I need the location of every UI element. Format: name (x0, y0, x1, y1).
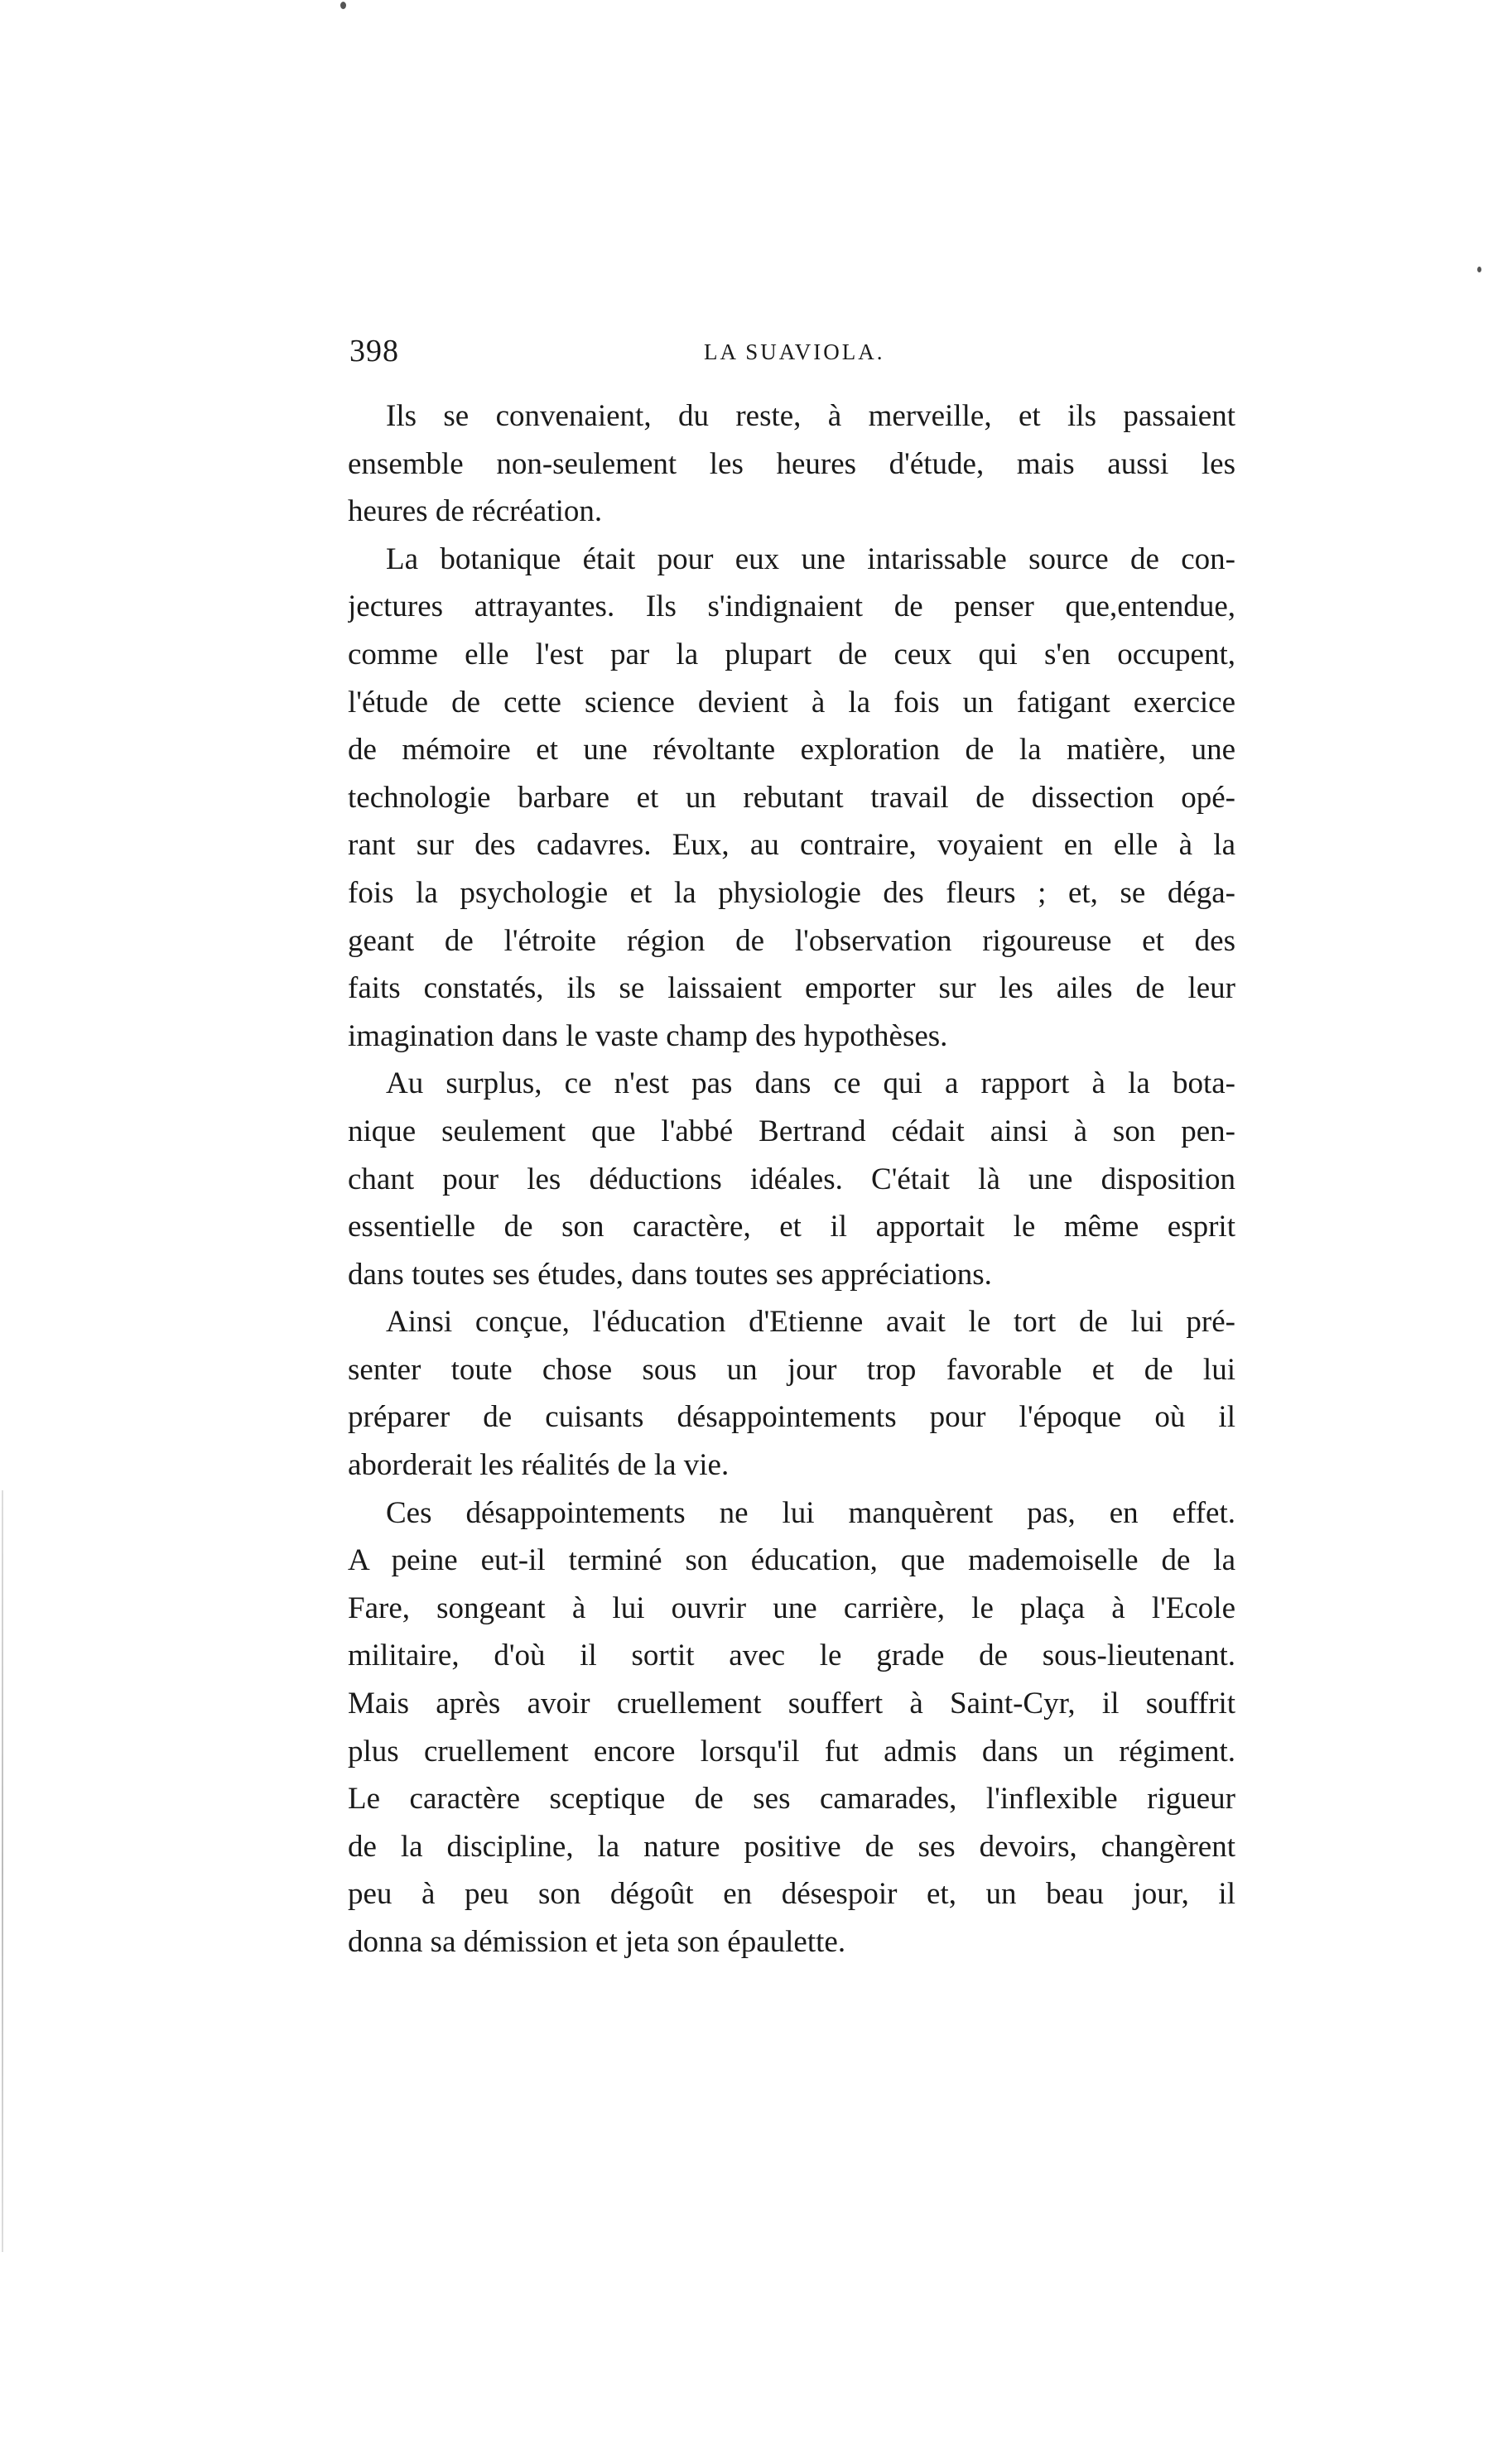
text-line: ensemble non-seulement les heures d'étude, mais aussi les (348, 446, 1235, 481)
body-text (348, 392, 1235, 1966)
scan-speck (1477, 267, 1481, 272)
scan-speck (340, 2, 346, 9)
text-line: donna sa démission et jeta son épaulette. (348, 1925, 846, 1959)
page-number: 398 (349, 334, 399, 368)
text-line: essentielle de son caractère, et il apportait le même esprit (348, 1210, 1235, 1244)
text-line: fois la psychologie et la physiologie des fleurs ; et, se déga- (348, 875, 1235, 910)
text-line: Mais après avoir cruellement souffert à Saint-Cyr, il souffrit (348, 1687, 1235, 1721)
text-line: dans toutes ses études, dans toutes ses appréciations. (348, 1257, 992, 1292)
text-line: senter toute chose sous un jour trop favorable et de lui (348, 1352, 1235, 1387)
text-line: peu à peu son dégoût en désespoir et, un beau jour, il (348, 1877, 1235, 1912)
text-line: préparer de cuisants désappointements pour l'époque où il (348, 1400, 1235, 1435)
scan-edge-shadow (2, 1490, 3, 2252)
text-line: heures de récréation. (348, 494, 603, 529)
text-line: de mémoire et une révoltante exploration de la matière, une (348, 733, 1235, 768)
text-line: aborderait les réalités de la vie. (348, 1448, 730, 1483)
text-line: comme elle l'est par la plupart de ceux qui s'en occupent, (348, 637, 1235, 671)
text-line: geant de l'étroite région de l'observation rigoureuse et des (348, 923, 1235, 958)
text-line: technologie barbare et un rebutant travail de dissection opé- (348, 780, 1235, 815)
text-line: rant sur des cadavres. Eux, au contraire, voyaient en elle à la (348, 828, 1235, 863)
text-line: A peine eut-il terminé son éducation, que mademoiselle de la (348, 1543, 1235, 1578)
text-line: Ils se convenaient, du reste, à merveille, et ils passaient (386, 399, 1235, 433)
text-line: nique seulement que l'abbé Bertrand cédait ainsi à son pen- (348, 1114, 1235, 1148)
text-line: plus cruellement encore lorsqu'il fut admis dans un régiment. (348, 1734, 1235, 1769)
text-line: Fare, songeant à lui ouvrir une carrière, le plaça à l'Ecole (348, 1591, 1235, 1625)
text-line: Au surplus, ce n'est pas dans ce qui a rapport à la bota- (386, 1066, 1235, 1101)
text-line: faits constatés, ils se laissaient emporter sur les ailes de leur (348, 971, 1235, 1006)
text-line: de la discipline, la nature positive de ses devoirs, changèrent (348, 1829, 1235, 1864)
text-line: militaire, d'où il sortit avec le grade de sous-lieutenant. (348, 1639, 1235, 1673)
text-line: Ainsi conçue, l'éducation d'Etienne avait le tort de lui pré- (386, 1305, 1235, 1340)
text-line: l'étude de cette science devient à la fois un fatigant exercice (348, 685, 1235, 719)
text-line: Le caractère sceptique de ses camarades, l'inflexible rigueur (348, 1782, 1235, 1817)
text-line: jectures attrayantes. Ils s'indignaient de penser que,entendue, (348, 590, 1235, 624)
text-line: chant pour les déductions idéales. C'était là une disposition (348, 1162, 1235, 1196)
page-header (349, 333, 1235, 374)
text-line: La botanique était pour eux une intarissable source de con- (386, 541, 1235, 576)
text-line: imagination dans le vaste champ des hypothèses. (348, 1018, 948, 1053)
text-line: Ces désappointements ne lui manquèrent pas, en effet. (386, 1495, 1235, 1530)
running-title: LA SUAVIOLA. (704, 339, 885, 364)
